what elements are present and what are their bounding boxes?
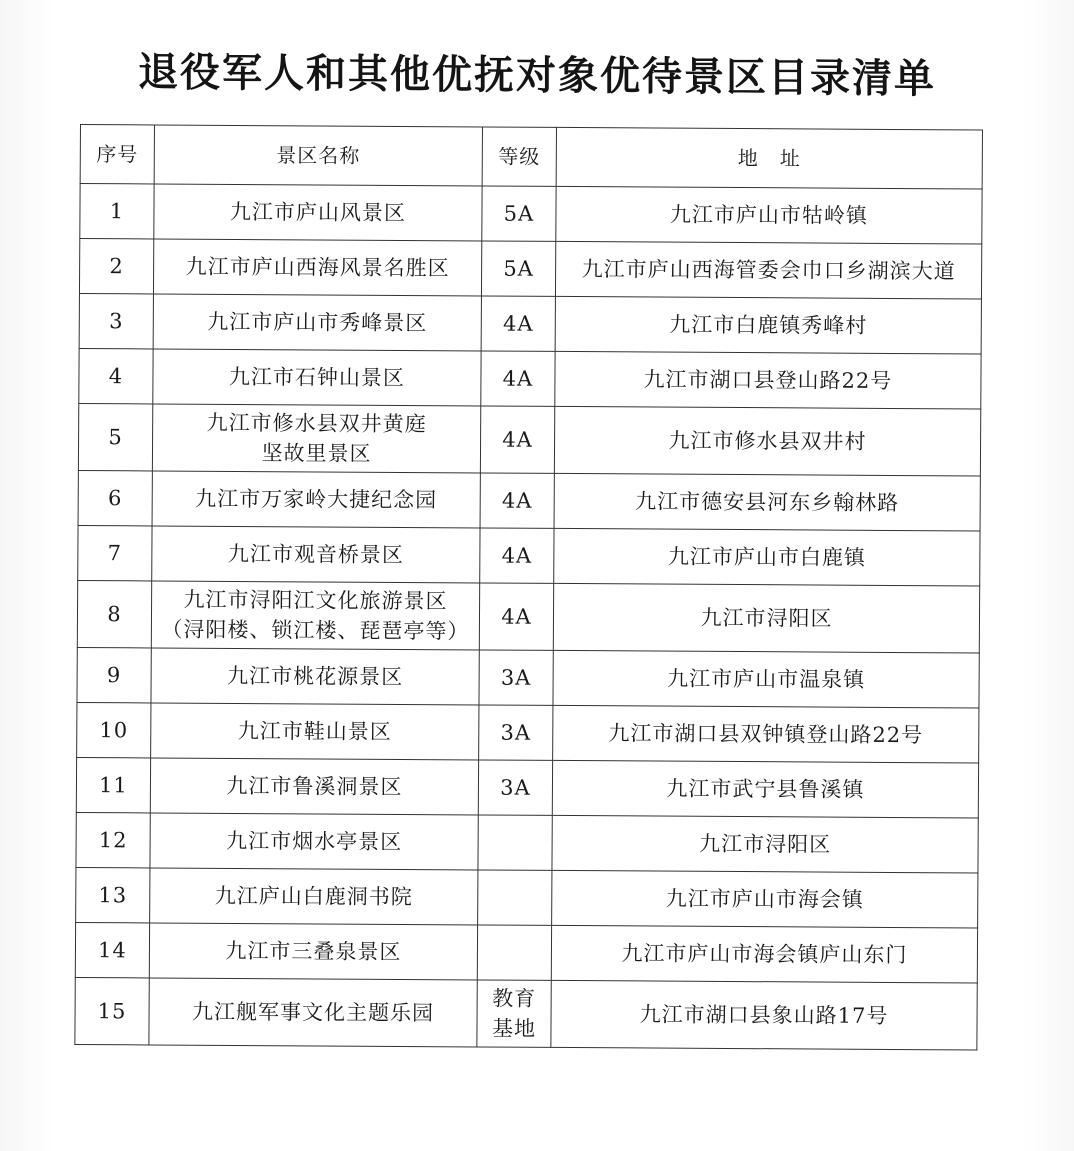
table-row xyxy=(79,293,981,354)
cell-name xyxy=(151,581,479,650)
cell-name: 九江庐山白鹿洞书院 xyxy=(150,868,478,925)
cell-address: 九江市庐山市白鹿镇 xyxy=(554,528,980,586)
header-level: 等级 xyxy=(482,127,556,186)
cell-address: 九江市浔阳区 xyxy=(553,583,979,653)
table-row xyxy=(78,470,980,531)
scenic-spot-table xyxy=(74,124,983,1050)
table-row xyxy=(80,184,982,245)
cell-name: 九江市烟水亭景区 xyxy=(150,813,478,870)
cell-level-line2: 基地 xyxy=(491,1016,537,1041)
cell-no: 3 xyxy=(79,293,153,348)
table-row xyxy=(78,525,980,586)
table-row xyxy=(79,348,981,409)
table-row xyxy=(76,867,978,928)
table-row xyxy=(79,239,981,300)
cell-name: 九江市万家岭大捷纪念园 xyxy=(152,471,480,528)
cell-address: 九江市白鹿镇秀峰村 xyxy=(555,296,981,354)
cell-name-line1: 九江市修水县双井黄庭 xyxy=(206,410,427,437)
cell-level: 3A xyxy=(479,650,553,705)
cell-name: 九江市观音桥景区 xyxy=(152,526,480,583)
cell-no: 11 xyxy=(76,757,150,812)
cell-no: 8 xyxy=(77,580,151,647)
cell-address: 九江市庐山市温泉镇 xyxy=(553,650,979,708)
cell-address: 九江市庐山市海会镇 xyxy=(552,870,978,928)
cell-no: 12 xyxy=(76,812,150,867)
cell-name-line1: 九江市浔阳江文化旅游景区 xyxy=(183,587,448,614)
cell-name: 九江市鲁溪洞景区 xyxy=(150,758,478,815)
cell-level: 3A xyxy=(478,760,552,815)
cell-level-line1: 教育 xyxy=(492,986,537,1011)
cell-name: 九江市庐山风景区 xyxy=(154,184,482,241)
cell-address: 九江市湖口县双钟镇登山路22号 xyxy=(553,705,979,763)
cell-no: 10 xyxy=(77,702,151,757)
cell-address: 九江市武宁县鲁溪镇 xyxy=(552,760,978,818)
page-title: 退役军人和其他优抚对象优待景区目录清单 xyxy=(138,49,936,103)
table-row xyxy=(76,812,978,873)
cell-level: 4A xyxy=(480,406,554,473)
cell-name: 九江市石钟山景区 xyxy=(153,349,481,406)
cell-address: 九江市庐山市牯岭镇 xyxy=(556,186,982,244)
table-row xyxy=(78,403,980,476)
cell-no: 2 xyxy=(79,239,153,294)
table-row xyxy=(77,647,979,708)
cell-name: 九江市桃花源景区 xyxy=(151,648,479,705)
cell-no: 1 xyxy=(80,184,154,239)
cell-address: 九江市庐山市海会镇庐山东门 xyxy=(551,925,977,983)
table-row xyxy=(77,702,979,763)
cell-level xyxy=(478,870,552,925)
cell-level xyxy=(477,980,551,1047)
cell-address: 九江市湖口县象山路17号 xyxy=(551,980,977,1050)
cell-no: 13 xyxy=(76,867,150,922)
cell-name: 九江市三叠泉景区 xyxy=(149,923,477,980)
cell-level xyxy=(478,815,552,870)
cell-name: 九江舰军事文化主题乐园 xyxy=(149,978,477,1047)
header-no: 序号 xyxy=(80,125,154,184)
cell-name-line2: （浔阳楼、锁江楼、琵琶亭等） xyxy=(161,617,470,644)
cell-level: 5A xyxy=(481,241,555,296)
table-row xyxy=(75,922,977,983)
cell-address: 九江市浔阳区 xyxy=(552,815,978,873)
cell-address: 九江市庐山西海管委会巾口乡湖滨大道 xyxy=(555,241,981,299)
cell-address: 九江市湖口县登山路22号 xyxy=(555,351,981,409)
header-name: 景区名称 xyxy=(154,125,482,186)
cell-no: 4 xyxy=(79,348,153,403)
table-row xyxy=(77,580,979,653)
cell-name xyxy=(152,404,480,473)
cell-name: 九江市庐山市秀峰景区 xyxy=(153,294,481,351)
cell-level xyxy=(477,925,551,980)
cell-no: 15 xyxy=(75,977,149,1044)
cell-level: 4A xyxy=(481,296,555,351)
cell-no: 5 xyxy=(78,403,152,470)
cell-name: 九江市鞋山景区 xyxy=(151,703,479,760)
cell-level: 4A xyxy=(480,473,554,528)
cell-level: 4A xyxy=(480,528,554,583)
header-address: 地 址 xyxy=(556,127,982,189)
table-header-row xyxy=(80,125,982,190)
cell-name: 九江市庐山西海风景名胜区 xyxy=(153,239,481,296)
cell-no: 7 xyxy=(78,525,152,580)
cell-level: 4A xyxy=(481,351,555,406)
cell-address: 九江市德安县河东乡翰林路 xyxy=(554,473,980,531)
cell-no: 6 xyxy=(78,470,152,525)
cell-level: 5A xyxy=(482,186,556,241)
cell-address: 九江市修水县双井村 xyxy=(554,406,980,476)
cell-level: 3A xyxy=(479,705,553,760)
table-row xyxy=(75,977,977,1050)
cell-no: 14 xyxy=(75,922,149,977)
cell-no: 9 xyxy=(77,647,151,702)
table-row xyxy=(76,757,978,818)
cell-level: 4A xyxy=(479,583,553,650)
cell-name-line2: 坚故里景区 xyxy=(261,441,372,466)
